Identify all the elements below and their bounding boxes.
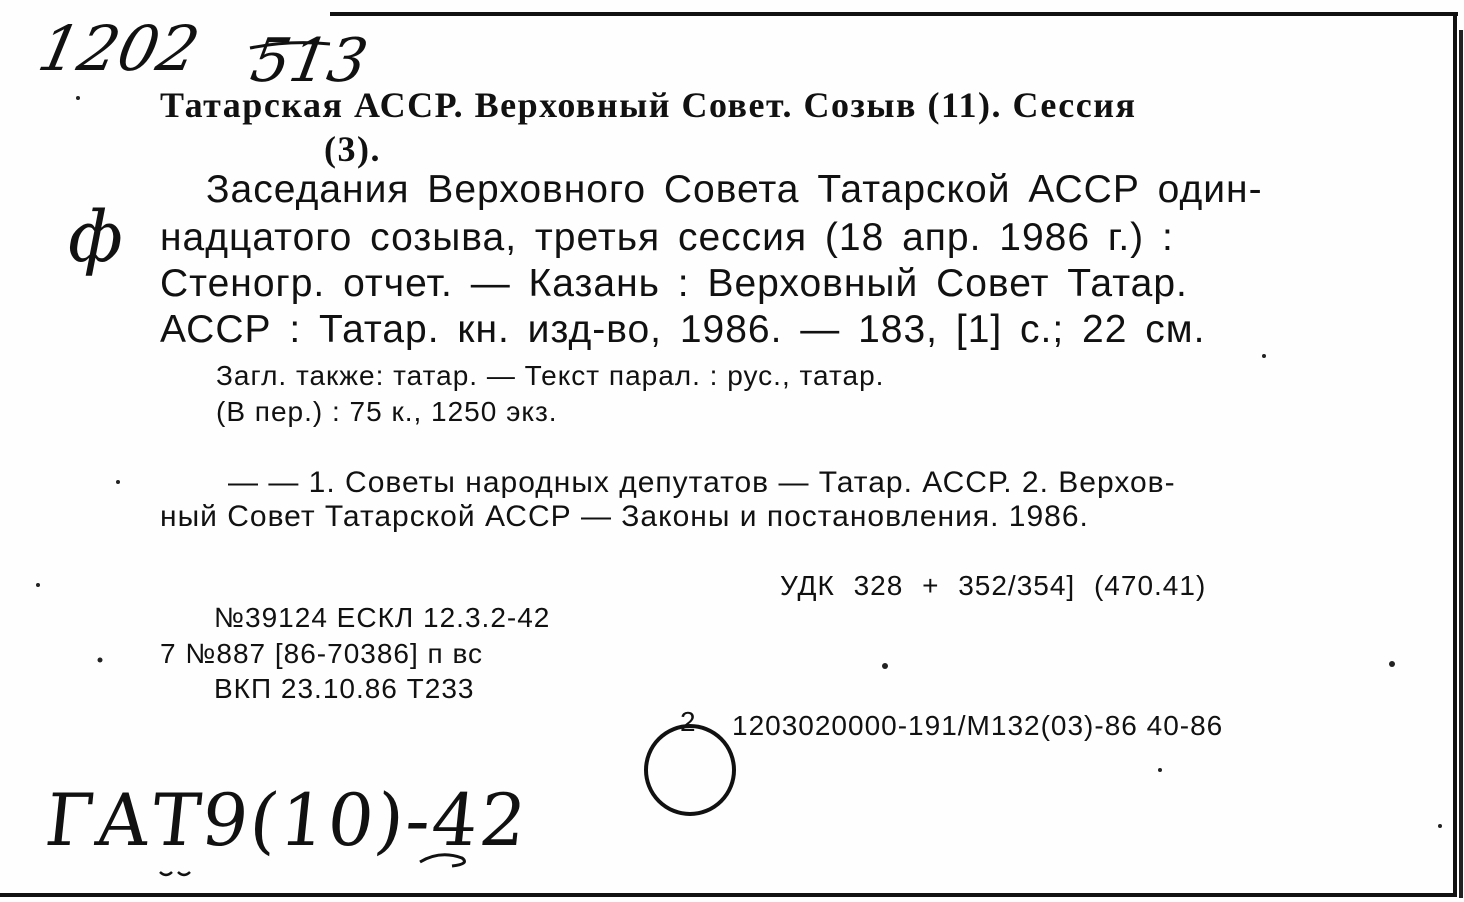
code-digit: 2 bbox=[680, 706, 697, 737]
subject-line: — — 1. Советы народных депутатов — Татар. АССР. 2. Верхов- bbox=[228, 466, 1176, 499]
subject-line: ный Совет Татарской АССР — Законы и постановления. 1986. bbox=[160, 500, 1089, 533]
card-heading-continuation: (3). bbox=[324, 129, 381, 169]
udk-code: УДК 328 + 352/354] (470.41) bbox=[780, 570, 1207, 601]
handwritten-shelf-code: ГАТ9(10)-42 bbox=[41, 778, 533, 862]
handwritten-underline bbox=[250, 43, 330, 48]
classification-code: 1203020000-191/М132(03)-86 40-86 bbox=[732, 710, 1224, 741]
card-heading: Татарская АССР. Верховный Совет. Созыв (11). Сессия bbox=[160, 85, 1137, 125]
description-line: Стеногр. отчет. — Казань : Верховный Совет Татар. bbox=[160, 262, 1188, 305]
note-line: (В пер.) : 75 к., 1250 экз. bbox=[216, 396, 558, 427]
handwritten-side-mark: ф bbox=[68, 196, 123, 278]
handwritten-overwrite: 513 bbox=[245, 26, 373, 96]
description-line: надцатого созыва, третья сессия (18 апр. 1986 г.) : bbox=[160, 216, 1174, 259]
description-line: АССР : Татар. кн. изд-во, 1986. — 183, [1] с.; 22 см. bbox=[160, 308, 1206, 351]
registry-line: 7 №887 [86-70386] п вс bbox=[160, 638, 484, 669]
note-line: Загл. также: татар. — Текст парал. : рус., татар. bbox=[216, 360, 885, 391]
handwritten-squiggle bbox=[420, 855, 464, 866]
circle-mark bbox=[646, 726, 734, 814]
registry-line: ВКП 23.10.86 Т233 bbox=[214, 673, 475, 704]
registry-line: №39124 ЕСКЛ 12.3.2-42 bbox=[214, 602, 551, 633]
handwritten-number: 1202 bbox=[32, 12, 206, 85]
description-line: Заседания Верховного Совета Татарской АССР один- bbox=[206, 168, 1263, 211]
